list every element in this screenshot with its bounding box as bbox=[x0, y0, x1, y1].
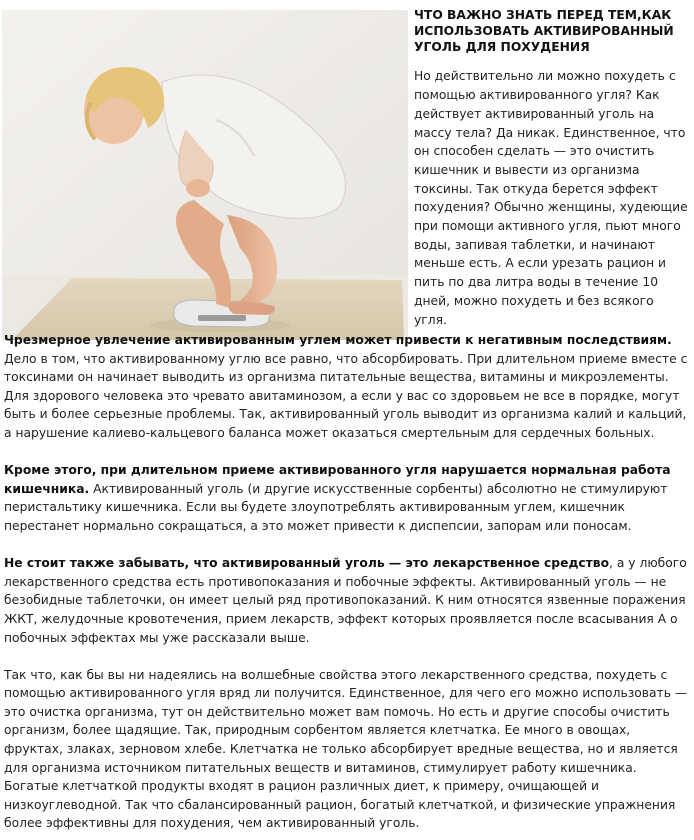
photo-illustration bbox=[2, 10, 408, 340]
paragraph-text: Дело в том, что активированному углю все равно, что абсорбировать. При длительном приеме вместе с токсинами он начинает выводить из организма питательные вещества, витамины и микроэлементы. Для здорового человека это чревато авитаминозом, а если у вас со здоровьем не все в порядке, могут быть и более серьезные проблемы. Так, активированный уголь выводит из организма калий и кальций, а нарушение калиево-кальцевого баланса может оказаться смертельным для сердечных больных. bbox=[4, 351, 688, 440]
paragraph-text: Так что, как бы вы ни надеялись на волшебные свойства этого лекарственного средства, похудеть с помощью активированного угля вряд ли получится. Единственное, для чего его можно использовать — это очистка организма, тут он действительно может вам помочь. Но есть и другие способы очистить организм, более щадящие. Так, природным сорбентом является клетчатка. Ее много в овощах, фруктах, злаках, зерновом хлебе. Клетчатка не только абсорбирует вредные вещества, но и является для организма источником питательных веществ и витаминов, стимулирует работу кишечника. Богатые клетчаткой продукты входят в рацион различных диет, к примеру, очищающей и низкоуглеводной. Так что сбалансированный рацион, богатый клетчаткой, и физические упражнения более эффективны для похудения, чем активированный уголь. bbox=[4, 667, 688, 831]
paragraph-intestine bbox=[4, 461, 690, 535]
intro-paragraph: Но действительно ли можно похудеть с помощью активированного угля? Как действует активированный уголь на массу тела? Да никак. Единственное, что он способен сделать — это очистить кишечник и вывести из организма токсины. Так откуда берется эффект похудения? Обычно женщины, худеющие при помощи активного угля, пьют много воды, запивая таблетки, и начинают меньше есть. А если урезать рацион и пить по два литра воды в течение 10 дней, можно похудеть и без всякого угля. bbox=[414, 69, 688, 327]
paragraph-text: , а у любого лекарственного средства есть противопоказания и побочные эффекты. Активированный уголь — не безобидные таблеточки, он имеет целый ряд противопоказаний. К ним относятся язвенные поражения ЖКТ, желудочные кровотечения, прием лекарств, эффект которых проявляется после всасывания А о побочных эффектах мы уже рассказали выше. bbox=[4, 556, 687, 645]
paragraph-lead: Не стоит также забывать, что активированный уголь — это лекарственное средство bbox=[4, 556, 610, 571]
paragraph-lead: Чрезмерное увлечение активированным углем может привести к негативным последствиям. bbox=[4, 333, 672, 347]
scale-display bbox=[198, 315, 246, 321]
paragraph-medicine bbox=[4, 554, 690, 647]
paragraph-lead: Кроме этого, при длительном приеме активированного угля нарушается нормальная работа кишечника. bbox=[4, 463, 671, 496]
article-body bbox=[4, 331, 690, 833]
article-title: ЧТО ВАЖНО ЗНАТЬ ПЕРЕД ТЕМ,КАК ИСПОЛЬЗОВАТЬ АКТИВИРОВАННЫЙ УГОЛЬ ДЛЯ ПОХУДЕНИЯ bbox=[414, 8, 674, 54]
paragraph-text: Активированный уголь (и другие искусственные сорбенты) абсолютно не стимулируют перистальтику кишечника. Если вы будете злоупотреблять активированным углем, кишечник перестанет нормально сокращаться, а это может привести к диспепсии, запорам или поносам. bbox=[4, 481, 668, 533]
paragraph-conclusion bbox=[4, 666, 690, 833]
paragraph-side-effects bbox=[4, 331, 690, 443]
woman-on-scale-photo bbox=[2, 10, 408, 340]
intro-column bbox=[414, 8, 690, 329]
woman-hand bbox=[186, 179, 210, 197]
